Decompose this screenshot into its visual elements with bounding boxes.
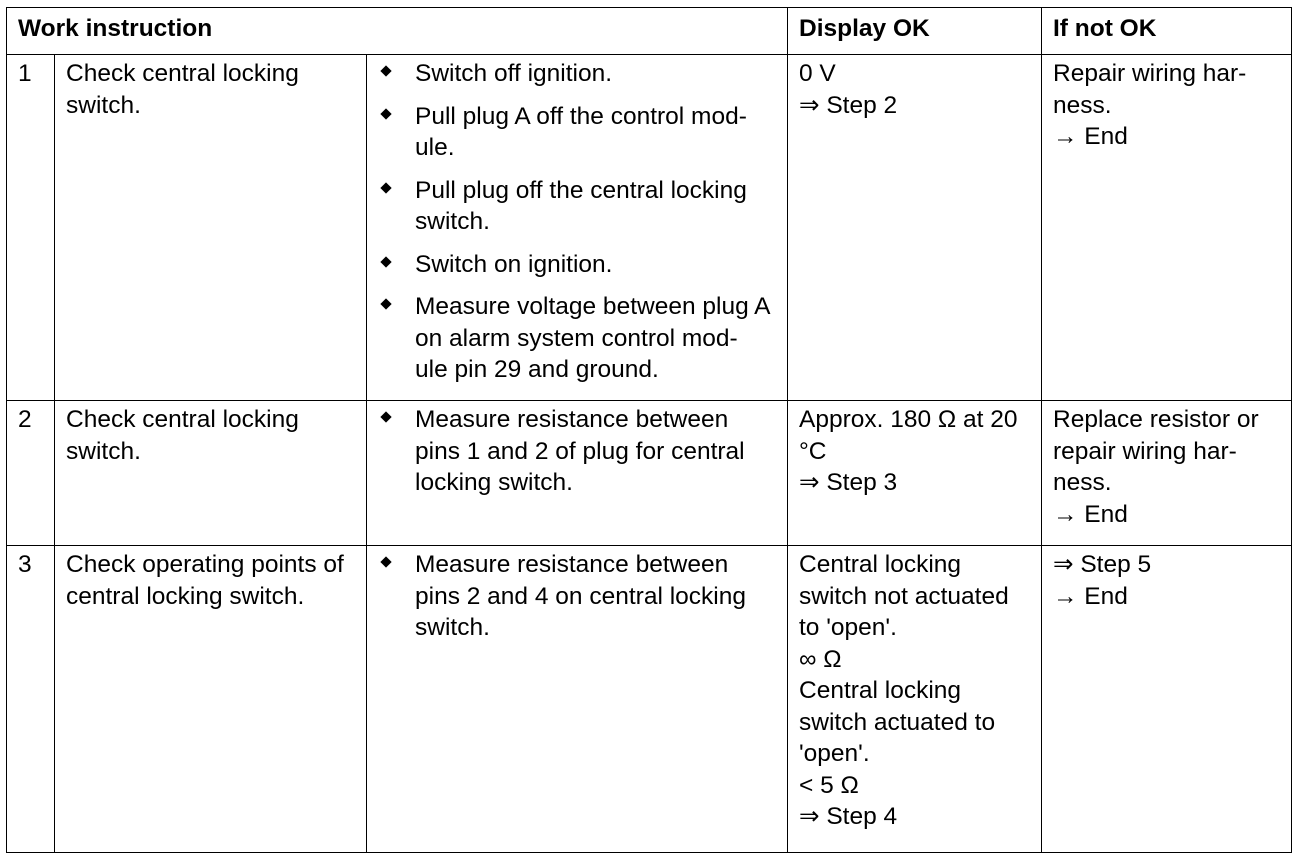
- step-number: 3: [7, 546, 55, 853]
- instruction-item: [378, 101, 781, 164]
- instruction-line: switch.: [415, 614, 490, 641]
- check-line: switch.: [66, 91, 141, 119]
- display-ok-line: 'open'.: [799, 740, 870, 767]
- check-line: switch.: [66, 437, 141, 465]
- check-line: Check central locking: [66, 60, 299, 87]
- check-description: [55, 55, 367, 401]
- display-ok-line: switch not actuated: [799, 582, 1009, 610]
- display-ok-line: Central locking: [799, 677, 962, 704]
- instruction-item: [378, 175, 781, 238]
- instruction-list: [378, 58, 781, 386]
- display-ok-line: < 5 Ω: [799, 771, 859, 799]
- display-ok-cell: [788, 401, 1042, 546]
- diamond-bullet-icon: [381, 412, 391, 422]
- instruction-line: Measure resistance between: [415, 551, 729, 578]
- instruction-line: Switch on ignition.: [415, 250, 613, 278]
- instruction-line: ule pin 29 and ground.: [415, 356, 659, 383]
- if-not-ok-line: → End: [1053, 123, 1128, 150]
- work-instruction-table: [6, 7, 1292, 853]
- display-ok-line: 0 V: [799, 60, 836, 87]
- instruction-item: [378, 291, 781, 386]
- diamond-bullet-icon: [381, 299, 391, 309]
- instruction-list: [378, 404, 781, 499]
- display-ok-line: switch actuated to: [799, 708, 996, 736]
- instruction-line: Pull plug off the central locking: [415, 176, 747, 204]
- if-not-ok-cell: [1042, 401, 1292, 546]
- table-row: [7, 55, 1292, 401]
- instruction-steps: [367, 55, 788, 401]
- instruction-line: Measure voltage between plug A: [415, 293, 771, 320]
- if-not-ok-line: repair wiring har-: [1053, 437, 1237, 465]
- display-ok-line: ⇒ Step 3: [799, 469, 898, 496]
- if-not-ok-cell: [1042, 546, 1292, 853]
- if-not-ok-line: Replace resistor or: [1053, 406, 1259, 433]
- display-ok-cell: [788, 546, 1042, 853]
- if-not-ok-line: → End: [1053, 500, 1128, 528]
- if-not-ok-line: Repair wiring har-: [1053, 60, 1247, 87]
- if-not-ok-cell: [1042, 55, 1292, 401]
- check-line: Check operating points of: [66, 551, 344, 578]
- if-not-ok-line: → End: [1053, 582, 1128, 610]
- display-ok-line: Central locking: [799, 551, 962, 578]
- instruction-item: [378, 549, 781, 644]
- check-description: [55, 401, 367, 546]
- instruction-line: Pull plug A off the control mod-: [415, 102, 747, 130]
- instruction-item: [378, 58, 781, 90]
- instruction-line: on alarm system control mod-: [415, 324, 738, 352]
- display-ok-line: °C: [799, 437, 827, 465]
- diamond-bullet-icon: [381, 66, 391, 76]
- display-ok-line: to 'open'.: [799, 614, 897, 641]
- instruction-steps: [367, 401, 788, 546]
- check-line: central locking switch.: [66, 582, 305, 610]
- instruction-item: [378, 404, 781, 499]
- diamond-bullet-icon: [381, 257, 391, 267]
- instruction-line: pins 2 and 4 on central locking: [415, 582, 746, 610]
- diamond-bullet-icon: [381, 109, 391, 119]
- if-not-ok-line: ⇒ Step 5: [1053, 551, 1152, 578]
- display-ok-cell: [788, 55, 1042, 401]
- display-ok-line: ⇒ Step 4: [799, 803, 898, 830]
- instruction-line: locking switch.: [415, 469, 573, 496]
- step-number: 2: [7, 401, 55, 546]
- instruction-steps: [367, 546, 788, 853]
- check-description: [55, 546, 367, 853]
- check-line: Check central locking: [66, 406, 299, 433]
- instruction-line: ule.: [415, 134, 455, 161]
- header-display-ok: Display OK: [788, 8, 1042, 55]
- diamond-bullet-icon: [381, 183, 391, 193]
- instruction-line: switch.: [415, 208, 490, 235]
- instruction-list: [378, 549, 781, 644]
- instruction-line: pins 1 and 2 of plug for central: [415, 437, 745, 465]
- diamond-bullet-icon: [381, 557, 391, 567]
- header-if-not-ok: If not OK: [1042, 8, 1292, 55]
- instruction-line: Measure resistance between: [415, 406, 729, 433]
- table-row: [7, 546, 1292, 853]
- display-ok-line: ∞ Ω: [799, 645, 842, 673]
- step-number: 1: [7, 55, 55, 401]
- table-row: [7, 401, 1292, 546]
- display-ok-line: Approx. 180 Ω at 20: [799, 406, 1018, 433]
- display-ok-line: ⇒ Step 2: [799, 91, 898, 119]
- if-not-ok-line: ness.: [1053, 469, 1112, 496]
- table-header-row: [7, 8, 1292, 55]
- header-work-instruction: Work instruction: [7, 8, 788, 55]
- if-not-ok-line: ness.: [1053, 91, 1112, 119]
- instruction-item: [378, 249, 781, 281]
- instruction-line: Switch off ignition.: [415, 60, 613, 87]
